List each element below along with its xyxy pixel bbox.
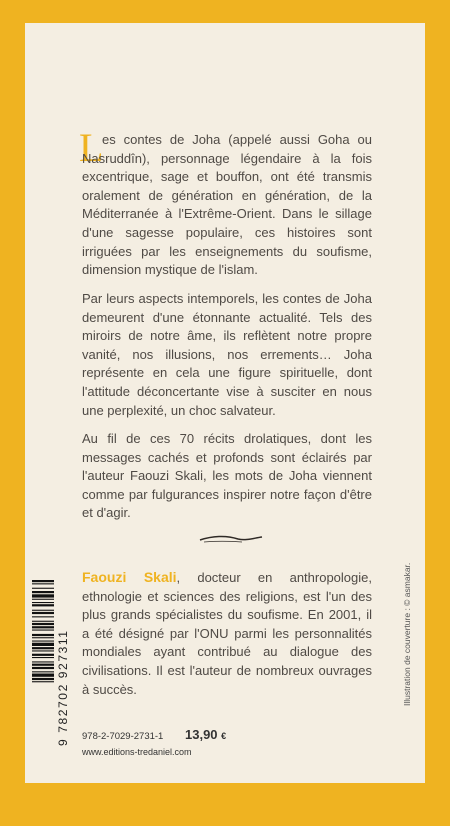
drop-cap: L [79,125,104,170]
isbn: 978-2-7029-2731-1 [82,731,164,742]
publisher-website: www.editions-tredaniel.com [82,747,192,757]
paragraph-intro: es contes de Joha (appelé aussi Goha ou Nasruddîn), personnage légendaire à la fois excentrique, sage et bouffon, ont été transmis oralement de génération en génération, de la Méditerranée à l'Extrême-Orient. Dans le sillage d'une sagesse populaire, ces histoires sont irriguées par les enseignements du soufisme, dimension mystique de l'islam. [82,132,372,278]
barcode-digits: 9 782702 927311 [56,629,70,746]
author-bio-text: , docteur en anthropologie, ethnologie et sciences des religions, est l'un des plus grands spécialistes du soufisme. En 2001, il a été désigné par l'ONU parmi les personnalités mondiales ayant contribué au dialogue des civilisations. Il est l'auteur de nombreux ouvrages à succès. [82,570,372,697]
ornament-divider-icon [198,533,264,545]
price-amount: 13,90 [185,727,218,742]
paragraph-stories: Au fil de ces 70 récits drolatiques, dont les messages cachés et profonds sont éclairés par l'auteur Faouzi Skali, les mots de Joha viennent comme par fulgurances inspirer notre façon d'être et d'agir. [82,431,372,521]
author-bio [82,568,372,699]
author-name: Faouzi Skali [82,569,177,585]
cover-credit: Illustration de couverture : © asmakar. [402,562,412,706]
price-currency: € [221,731,227,741]
price [185,727,226,742]
paragraph-timeless: Par leurs aspects intemporels, les contes de Joha demeurent d'une étonnante actualité. Tels des miroirs de notre âme, ils reflètent notre propre vanité, nos illusions, nos errements… Joha représente en cela une figure spirituelle, dont l'attitude déconcertante vise à susciter en nous une perplexité, un choc salvateur. [82,291,372,418]
